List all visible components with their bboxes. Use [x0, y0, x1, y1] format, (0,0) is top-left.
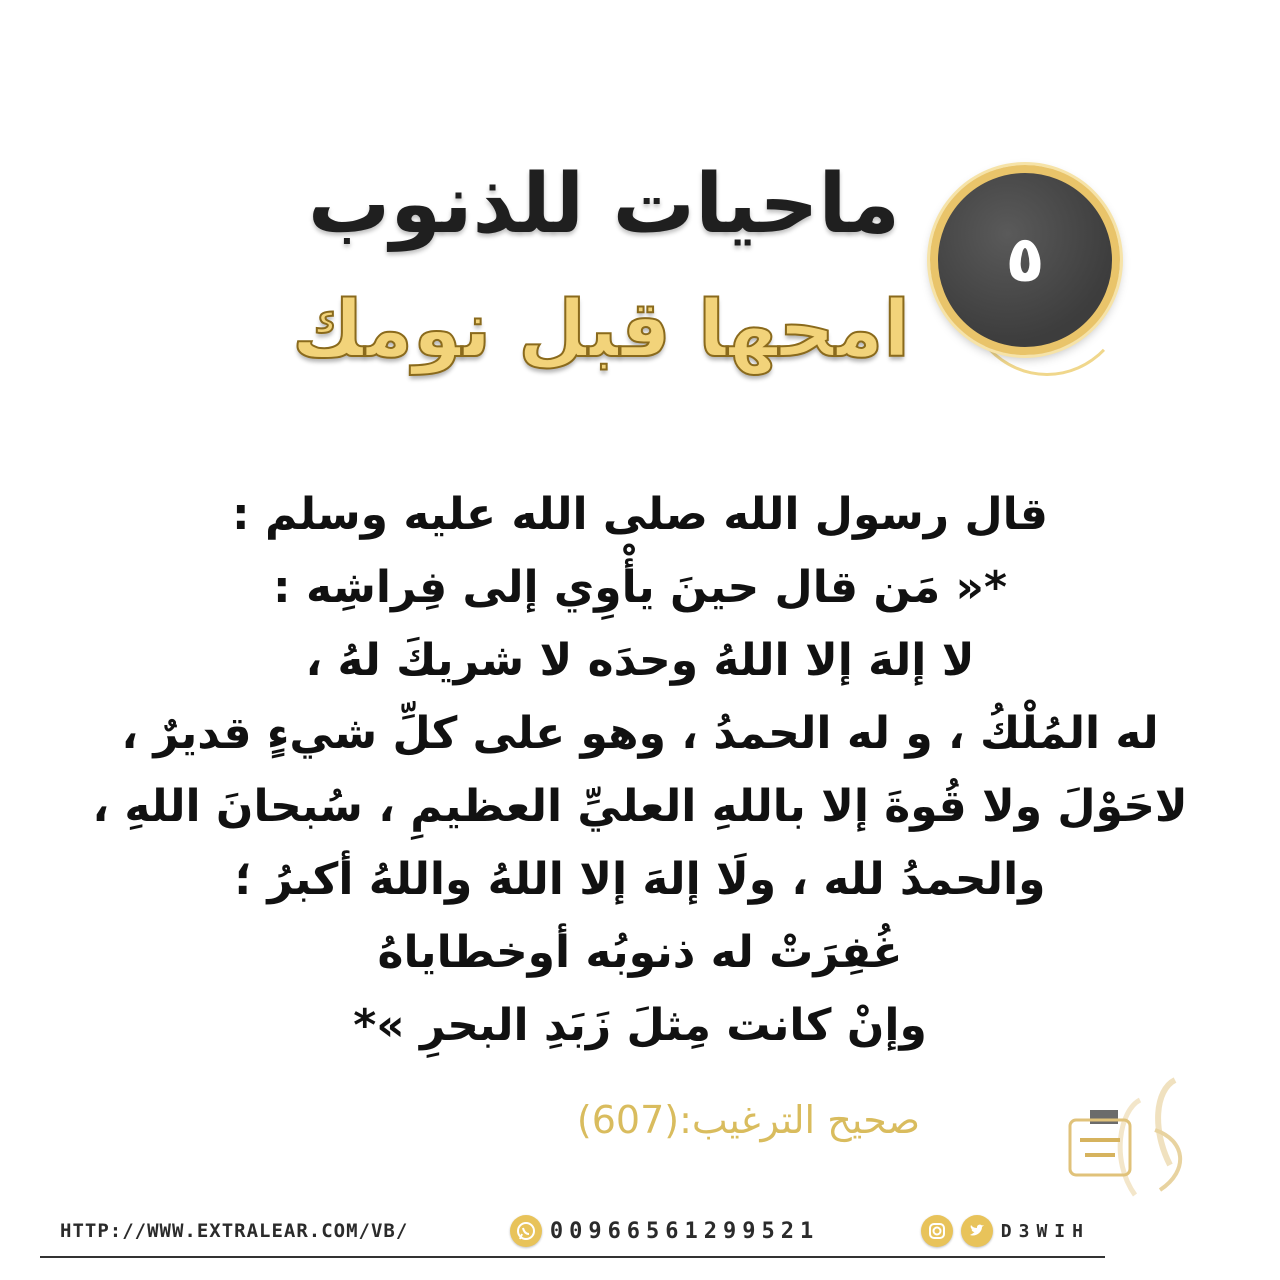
footer-phone-group: [510, 1215, 819, 1247]
hadith-source: صحيح الترغيب:(607): [576, 1098, 920, 1142]
footer-social-group: [921, 1215, 1110, 1247]
footer-social-handle: D3WIH: [1000, 1220, 1090, 1242]
hadith-line: وإنْ كانت مِثلَ زَبَدِ البحرِ »*: [353, 1000, 927, 1051]
hadith-line: لاحَوْلَ ولا قُوةَ إلا باللهِ العليِّ العظيمِ ، سُبحانَ اللهِ ،: [92, 781, 1188, 832]
hadith-line: لا إلهَ إلا اللهُ وحدَه لا شريكَ لهُ ،: [305, 635, 975, 686]
logo-calligraphy-icon: [1060, 1070, 1210, 1210]
footer: [40, 1210, 1110, 1252]
page-title: ماحيات للذنوب: [307, 157, 900, 252]
page-subtitle: امحها قبل نومك: [292, 285, 910, 375]
hadith-line: غُفِرَتْ له ذنوبُه أوخطاياهُ: [377, 927, 903, 978]
instagram-icon: [921, 1215, 953, 1247]
whatsapp-icon: [510, 1215, 542, 1247]
header: [220, 157, 1140, 400]
footer-divider: [40, 1256, 1105, 1258]
badge-number: ٥: [1005, 223, 1045, 297]
hadith-line: قال رسول الله صلى الله عليه وسلم :: [232, 489, 1048, 540]
hadith-line: *« مَن قال حينَ يأْوِي إلى فِراشِه :: [273, 562, 1007, 613]
footer-phone-number: 00966561299521: [549, 1218, 820, 1244]
footer-website-link[interactable]: HTTP://WWW.EXTRALEAR.COM/VB/: [60, 1220, 409, 1242]
hadith-line: والحمدُ لله ، ولَا إلهَ إلا اللهُ واللهُ أكبرُ ؛: [234, 854, 1046, 905]
number-badge: [930, 165, 1120, 355]
site-logo: [1060, 1070, 1210, 1210]
twitter-icon: [961, 1215, 993, 1247]
hadith-line: له المُلْكُ ، و له الحمدُ ، وهو على كلِّ شيءٍ قديرٌ ،: [121, 708, 1159, 759]
hadith-text: [60, 478, 1220, 1062]
